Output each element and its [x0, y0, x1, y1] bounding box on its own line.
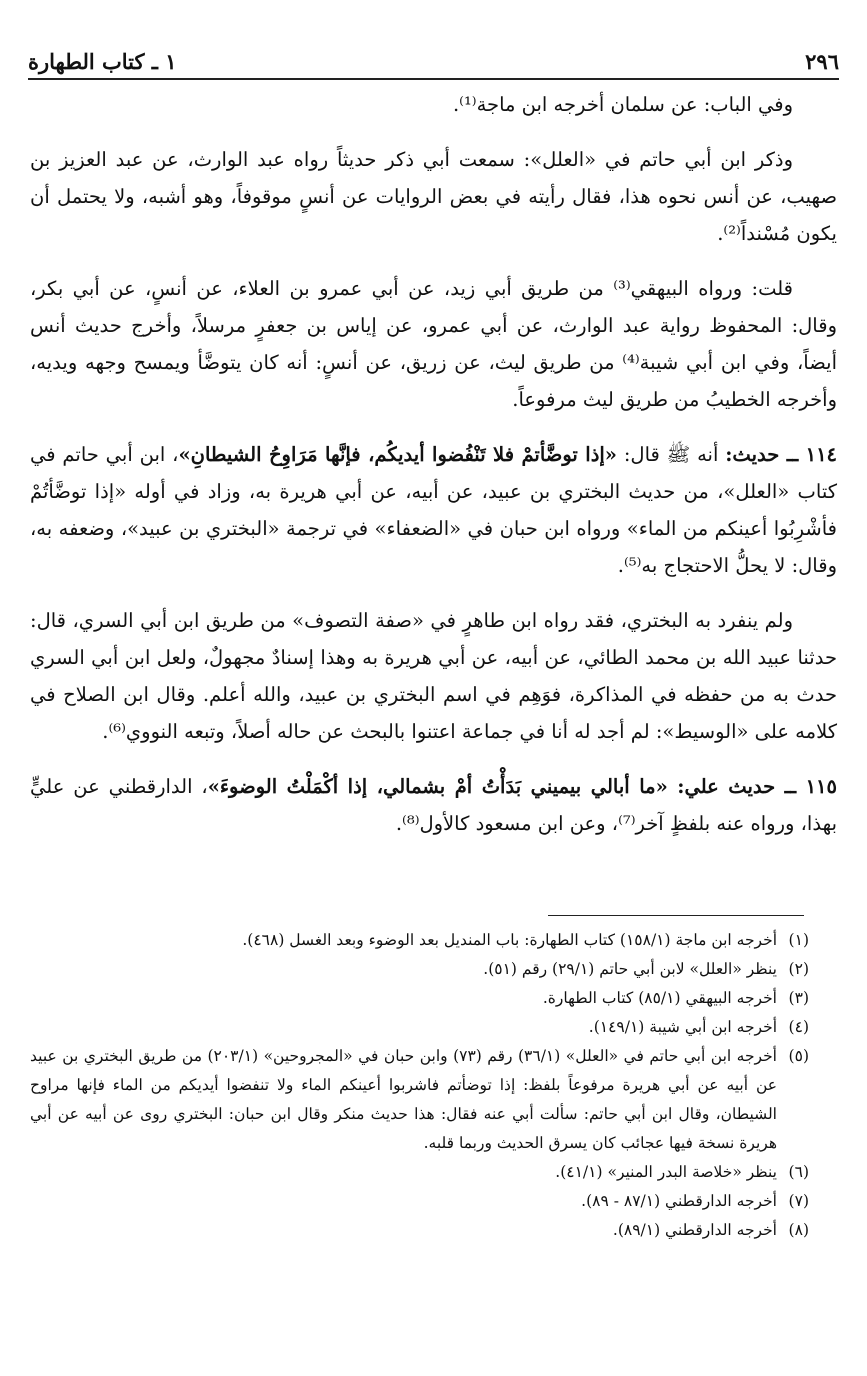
footnote-number: (٨) [788, 1221, 809, 1239]
footnote-number: (٧) [788, 1192, 809, 1210]
footnote-number: (٢) [788, 960, 809, 978]
footnote-item [30, 955, 809, 984]
page-number: ٢٩٦ [805, 49, 839, 74]
footnotes [30, 926, 809, 1245]
hadith-number: ١١٥ ــ حديث علي: [677, 775, 837, 798]
hadith-commentary: ، الدارقطني عن عليٍّ بهذا، ورواه عنه بلفظٍ آخر⁽⁷⁾، وعن ابن مسعود كالأول⁽⁸⁾. [30, 775, 837, 835]
footnote-item [30, 1187, 809, 1216]
footnote-text: أخرجه ابن أبي شيبة (١٤٩/١). [588, 1018, 777, 1036]
footnote-number: (٤) [788, 1018, 809, 1036]
page-header [28, 40, 839, 80]
footnote-item [30, 984, 809, 1013]
paragraph-1: وفي الباب: عن سلمان أخرجه ابن ماجة⁽¹⁾. [452, 93, 793, 116]
footnote-item [30, 1042, 809, 1158]
hadith-commentary: ، ابن أبي حاتم في كتاب «العلل»، من حديث البختري بن عبيد، عن أبيه، عن أبي هريرة به، وزاد في أوله «إذا توضَّأتُمْ فأشْرِبُوا أعينكم من الماء» ورواه ابن حبان في «الضعفاء» في ترجمة «البختري بن عبيد»، وضعفه به، وقال: لا يحلُّ الاحتجاج به⁽⁵⁾. [30, 443, 837, 577]
footnote-number: (٣) [788, 989, 809, 1007]
hadith-intro: أنه ﷺ قال: [617, 443, 726, 466]
footnote-number: (٥) [788, 1047, 809, 1065]
hadith-quote: «إذا توضَّأتمْ فلا تَنْفُضوا أيديكُم، فإنَّها مَرَاوِحُ الشيطانِ» [178, 443, 617, 466]
footnote-text: أخرجه ابن ماجة (١٥٨/١) كتاب الطهارة: باب المنديل بعد الوضوء وبعد الغسل (٤٦٨). [242, 931, 777, 949]
main-text [30, 86, 837, 860]
footnote-item [30, 926, 809, 955]
hadith-quote: «ما أبالي بيميني بَدَأْتُ أمْ بشمالي، إذا أكْمَلْتُ الوضوءَ» [207, 775, 678, 798]
paragraph-3: قلت: ورواه البيهقي⁽³⁾ من طريق أبي زيد، عن أبي عمرو بن العلاء، عن أنسٍ، عن أبي بكر، وقال: المحفوظ رواية عبد الوارث، عن أبي عمرو، عن إياس بن جعفرٍ مرسلاً، وأخرج حديث أنس أيضاً، وفي ابن أبي شيبة⁽⁴⁾ من طريق ليث، عن زريق، عن أنسٍ: أنه كان يتوضَّأ ويمسح وجهه ويديه، وأخرجه الخطيبُ من طريق ليث مرفوعاً. [30, 277, 837, 411]
footnote-number: (١) [788, 931, 809, 949]
paragraph-2: وذكر ابن أبي حاتم في «العلل»: سمعت أبي ذكر حديثاً رواه عبد الوارث، عن عبد العزيز بن صهيب، عن أنس نحوه هذا، فقال رأيته في بعض الروايات عن أنسٍ موقوفاً، وهو أشبه، ولا يحتمل أن يكون مُسْنداً⁽²⁾. [30, 148, 837, 245]
hadith-115 [30, 768, 837, 842]
footnote-text: أخرجه ابن أبي حاتم في «العلل» (٣٦/١) رقم (٧٣) وابن حبان في «المجروحين» (٢٠٣/١) من طريق البختري بن عبيد عن أبيه عن أبي هريرة مرفوعاً بلفظ: إذا توضأتم فاشربوا أعينكم الماء ولا تنفضوا أيديكم من الماء فإنها مراوح الشيطان، وقال ابن أبي حاتم: سألت أبي عنه فقال: هذا حديث منكر وقال ابن حبان: البختري روى عن أبيه عن أبي هريرة نسخة فيها عجائب كان يسرق الحديث وربما قلبه. [30, 1047, 777, 1152]
running-title: ١ ـ كتاب الطهارة [28, 49, 177, 74]
footnote-text: أخرجه البيهقي (٨٥/١) كتاب الطهارة. [542, 989, 777, 1007]
footnote-item [30, 1216, 809, 1245]
hadith-number: ١١٤ ــ حديث: [725, 443, 838, 466]
footnote-number: (٦) [788, 1163, 809, 1181]
footnote-text: ينظر «خلاصة البدر المنير» (٤١/١). [555, 1163, 777, 1181]
footnote-text: أخرجه الدارقطني (٨٩/١). [612, 1221, 777, 1239]
footnote-text: أخرجه الدارقطني (٨٧/١ - ٨٩). [581, 1192, 777, 1210]
footnote-item [30, 1013, 809, 1042]
footnote-text: ينظر «العلل» لابن أبي حاتم (٢٩/١) رقم (٥١). [483, 960, 777, 978]
footnote-item [30, 1158, 809, 1187]
paragraph-5: ولم ينفرد به البختري، فقد رواه ابن طاهرٍ في «صفة التصوف» من طريق ابن أبي السري، قال: حدثنا عبيد الله بن محمد الطائي، عن أبيه، عن أبي هريرة به وهذا إسنادٌ مجهولٌ، ولعل ابن أبي السري حدث به من حفظه في المذاكرة، فوَهِم في اسم البختري بن عبيد، والله أعلم. وقال ابن الصلاح في كلامه على «الوسيط»: لم أجد له أنا في جماعة اعتنوا بالبحث عن حاله أصلاً، وتبعه النووي⁽⁶⁾. [30, 609, 837, 743]
hadith-114 [30, 436, 837, 584]
footnote-separator [548, 915, 804, 916]
